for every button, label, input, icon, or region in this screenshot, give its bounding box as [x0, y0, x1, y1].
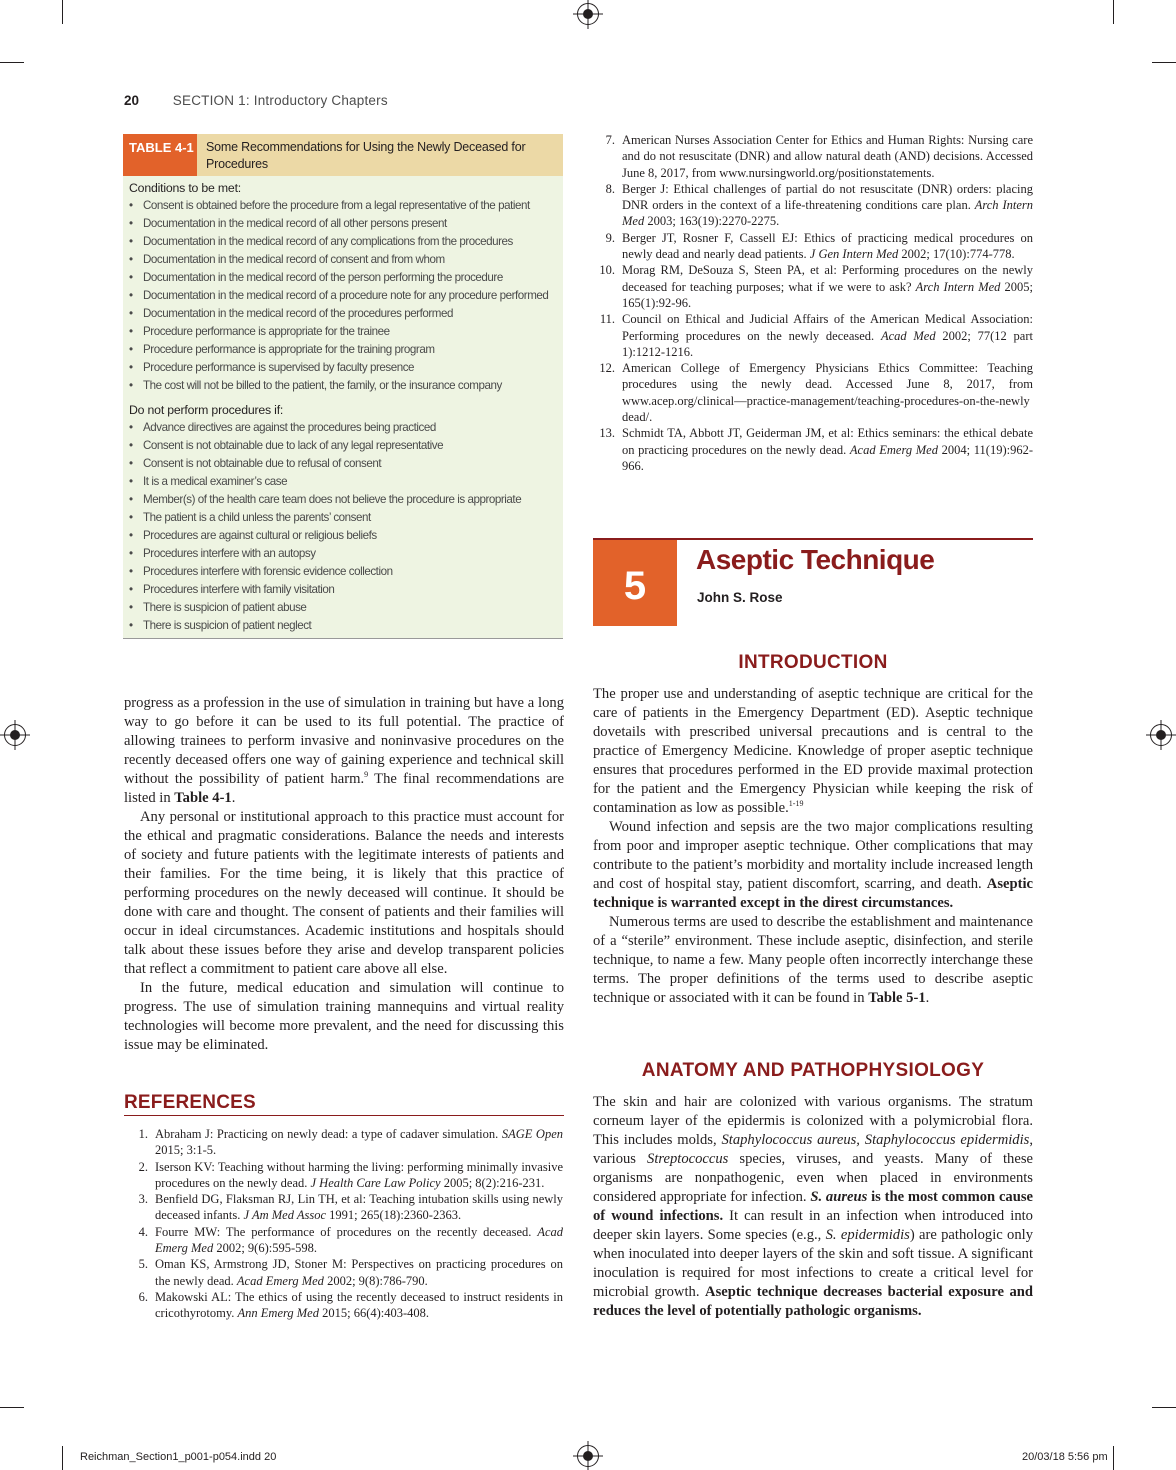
citation: 9 — [364, 770, 369, 780]
list-item: • Consent is obtained before the procedure from a legal representative of the patient — [129, 197, 563, 215]
reference-item — [130, 1224, 563, 1257]
list-item: • Documentation in the medical record of consent and from whom — [129, 251, 563, 269]
reference-item — [597, 230, 1033, 263]
paragraph: Any personal or institutional approach to this practice must account for the ethical and pragmatic considerations. Balance the needs and interests of society and future patients with the legitimate interests of patients and their families. For the time being, it is likely that this practice of performing procedures on the newly deceased will continue. It should be done with care and thought. The consent of patients and their families will occur in ideal circumstances. Academic institutions and hospitals should talk about these issues before they arise and develop transparent policies that reflect a commitment to patient care above all else. — [124, 809, 564, 977]
reference-text: Berger J: Ethical challenges of partial do not resuscitate (DNR) orders: placing DNR orders in the context of a life-threatening conditions care plan. — [622, 181, 1033, 213]
reference-item — [597, 425, 1033, 474]
crop-mark — [0, 62, 24, 63]
reference-item — [597, 262, 1033, 311]
text: The final recommendations are listed in — [124, 771, 564, 806]
reference-text: Makowski AL: The ethics of using the recently deceased to instruct residents in cricothyrotomy. — [155, 1289, 563, 1321]
list-item: • The cost will not be billed to the patient, the family, or the insurance company — [129, 377, 563, 395]
list-item: • Documentation in the medical record of any complications from the procedures — [129, 233, 563, 251]
slug-date: 20/03/18 5:56 pm — [1022, 1451, 1108, 1463]
text: Numerous terms are used to describe the establishment and maintenance of a “sterile” environment. These include aseptic, disinfection, and sterile technique, to name a few. Many people often incorrectly interchange these terms. The proper definitions of the terms used to describe aseptic technique or associated with it can be found in — [593, 914, 1033, 1006]
list-item: • There is suspicion of patient neglect — [129, 617, 563, 635]
paragraph — [593, 1093, 1033, 1321]
journal-name: J Health Care Law Policy — [310, 1175, 441, 1190]
text: species, viruses, and yeasts. Many of these organisms are nonpathogenic, even when placed in environments considered appropriate for infection. — [593, 1151, 1033, 1205]
reference-text: American College of Emergency Physicians Ethics Committee: Teaching procedures using the newly dead. Accessed June 8, 2017, from www.acep.org/clinical—practice-management/teaching-procedures-on-the-newly dead/. — [622, 361, 1033, 425]
crop-mark — [62, 0, 63, 24]
table-header — [123, 134, 563, 176]
reference-text: Iserson KV: Teaching without harming the living: performing minimally invasive procedures on the newly dead. — [155, 1159, 563, 1190]
reference-number: 4. — [138, 1224, 148, 1239]
list-item: • Documentation in the medical record of the person performing the procedure — [129, 269, 563, 287]
slug-file: Reichman_Section1_p001-p054.indd 20 — [80, 1451, 277, 1463]
emphasis: Aseptic technique decreases bacterial exposure and reduces the level of potentially pathologic organisms. — [593, 1284, 1034, 1319]
registration-mark-icon — [1150, 724, 1172, 746]
paragraph — [593, 913, 1033, 1008]
text: . — [925, 990, 930, 1006]
reference-item — [130, 1289, 563, 1322]
reference-text: Oman KS, Armstrong JD, Stoner M: Perspectives on practicing procedures on the newly dead. — [155, 1257, 563, 1288]
donot-list — [123, 419, 563, 635]
reference-text: Council on Ethical and Judicial Affairs of the American Medical Association: Performing procedures on the newly deceased. — [622, 312, 1033, 343]
list-item: • Procedure performance is appropriate for the trainee — [129, 323, 563, 341]
list-item: • Procedures are against cultural or religious beliefs — [129, 527, 563, 545]
references-list-right — [597, 132, 1033, 474]
introduction-text — [593, 685, 1033, 1008]
reference-citation: 2003; 163(19):2270-2275. — [644, 214, 780, 229]
reference-number: 5. — [138, 1257, 148, 1272]
reference-text: Berger JT, Rosner F, Cassell EJ: Ethics of practicing medical procedures on newly dead and nearly dead patients. — [622, 230, 1033, 262]
reference-text: Morag RM, DeSouza S, Steen PA, et al: Performing procedures on the newly deceased for teaching purposes; what if we were to ask? — [622, 263, 1033, 294]
emphasis: is the most common cause of wound infections. — [593, 1189, 1034, 1224]
running-head — [124, 93, 388, 108]
list-item: • Procedures interfere with an autopsy — [129, 545, 563, 563]
reference-item — [597, 311, 1033, 360]
chapter-number: 5 — [593, 540, 677, 626]
reference-item — [130, 1191, 563, 1224]
text: The skin and hair are colonized with various organisms. The stratum corneum layer of the epidermis is colonized with a polymicrobial flora. This includes molds, — [593, 1094, 1033, 1148]
registration-mark-icon — [577, 1445, 599, 1467]
text: The proper use and understanding of aseptic technique are critical for the care of patients in the Emergency Department (ED). Aseptic technique dovetails with prescribed universal precautions and is central to the practice of Emergency Medicine. Knowledge of proper aseptic technique ensures that procedures performed in the ED provide maximal protection for the patient and the Emergency Physician while keeping the risk of contamination as low as possible. — [593, 686, 1033, 816]
reference-number: 6. — [138, 1289, 148, 1304]
donot-heading: Do not perform procedures if: — [129, 403, 284, 417]
text: Wound infection and sepsis are the two major complications resulting from poor and improper aseptic technique. Other complications that may contribute to the patient’s morbidity and mortality include increased length and cost of hospital stay, patient discomfort, scarring, and death. — [593, 819, 1033, 892]
table-reference: Table 5-1 — [868, 990, 926, 1006]
list-item: • Procedure performance is appropriate for the training program — [129, 341, 563, 359]
chapter-title: Aseptic Technique — [696, 544, 935, 575]
crop-mark — [62, 1446, 63, 1470]
reference-citation: 2002; 77(12 part 1):1212-1216. — [622, 328, 1033, 359]
reference-citation: 1991; 265(18):2360-2363. — [326, 1208, 462, 1223]
text: , various — [593, 1132, 1033, 1167]
paragraph — [593, 818, 1033, 913]
reference-item — [130, 1256, 563, 1289]
journal-name: Acad Emerg Med — [849, 442, 938, 457]
list-item: • It is a medical examiner’s case — [129, 473, 563, 491]
species-name: S. epidermidis — [825, 1227, 910, 1243]
registration-mark-icon — [577, 3, 599, 25]
section-title: SECTION 1: Introductory Chapters — [172, 93, 388, 108]
table-title: Some Recommendations for Using the Newly Deceased for Procedures — [206, 140, 526, 171]
reference-number: 2. — [138, 1159, 148, 1174]
journal-name: Acad Med — [880, 328, 936, 343]
crop-mark — [1113, 0, 1114, 24]
reference-number: 9. — [605, 230, 615, 245]
journal-name: Arch Intern Med — [622, 198, 1033, 229]
reference-text: Abraham J: Practicing on newly dead: a type of cadaver simulation. — [155, 1127, 502, 1141]
reference-text: Benfield DG, Flaksman RJ, Lin TH, et al: Teaching intubation skills using newly deceased infants. — [155, 1192, 563, 1223]
species-name: Streptococcus — [647, 1151, 729, 1167]
reference-number: 10. — [599, 263, 615, 278]
paragraph — [124, 694, 564, 808]
reference-citation: 2005; 165(1):92-96. — [622, 279, 1033, 310]
emphasis: Aseptic technique is warranted except in the direst circumstances. — [593, 876, 1033, 911]
reference-citation: 2015; 3:1-5. — [155, 1143, 217, 1158]
references-heading: REFERENCES — [124, 1092, 564, 1116]
reference-text: Fourre MW: The performance of procedures on the recently deceased. — [155, 1224, 538, 1239]
crop-mark — [0, 1407, 24, 1408]
table-reference: Table 4-1 — [174, 790, 232, 806]
species-name: S. aureus — [810, 1189, 868, 1205]
reference-text: American Nurses Association Center for Ethics and Human Rights: Nursing care and do not resuscitate (DNR) and allow natural death (AND) decisions. Accessed June 8, 2017, from www.nursingworld.org/positionstatements. — [622, 133, 1033, 180]
reference-item — [130, 1159, 563, 1192]
reference-citation: 2015; 66(4):403-408. — [318, 1306, 430, 1321]
list-item: • Documentation in the medical record of all other persons present — [129, 215, 563, 233]
conditions-list — [123, 197, 563, 395]
paragraph — [593, 685, 1033, 818]
reference-citation: 2004; 11(19):962-966. — [622, 442, 1033, 473]
species-name: Staphylococcus aureus, Staphylococcus epidermidis — [721, 1132, 1030, 1148]
left-body-text — [124, 694, 564, 1055]
anatomy-text — [593, 1093, 1033, 1321]
crop-mark — [1152, 62, 1176, 63]
journal-name: J Am Med Assoc — [243, 1208, 327, 1223]
registration-mark-icon — [4, 724, 26, 746]
list-item: • Member(s) of the health care team does not believe the procedure is appropriate — [129, 491, 563, 509]
reference-citation: 2002; 9(6):595-598. — [213, 1241, 318, 1256]
list-item: • The patient is a child unless the parents’ consent — [129, 509, 563, 527]
reference-number: 1. — [138, 1127, 148, 1141]
reference-item — [597, 132, 1033, 181]
reference-number: 8. — [605, 181, 615, 196]
list-item: • Consent is not obtainable due to refusal of consent — [129, 455, 563, 473]
reference-number: 7. — [605, 133, 615, 147]
journal-name: Acad Emerg Med — [155, 1224, 563, 1256]
list-item: • Procedure performance is supervised by faculty presence — [129, 359, 563, 377]
reference-number: 11. — [599, 312, 615, 327]
text: . — [231, 790, 236, 806]
text: It can result in an infection when introduced into deeper skin layers. Some species (e.g., — [593, 1208, 1033, 1243]
table-4-1 — [123, 134, 563, 639]
introduction-heading: INTRODUCTION — [738, 652, 888, 673]
citation: 1-19 — [788, 799, 804, 809]
reference-number: 3. — [138, 1192, 148, 1207]
text: progress as a profession in the use of simulation in training but have a long way to go before it can be used to its full potential. The practice of allowing trainees to perform invasive and noninvasive procedures on the recently deceased offers one way of gaining experience and technical skill without the possibility of patient harm. — [124, 695, 564, 787]
crop-mark — [1113, 1446, 1114, 1470]
journal-name: Arch Intern Med — [915, 279, 1001, 294]
journal-name: J Gen Intern Med — [809, 247, 899, 262]
paragraph: In the future, medical education and simulation will continue to progress. The use of simulation training mannequins and virtual reality technologies will become more prevalent, and the need for discussing this issue may be eliminated. — [124, 980, 564, 1053]
anatomy-heading: ANATOMY AND PATHOPHYSIOLOGY — [641, 1060, 985, 1081]
reference-citation: 2002; 9(8):786-790. — [323, 1273, 428, 1288]
reference-citation: 2002; 17(10):774-778. — [898, 247, 1015, 262]
reference-number: 13. — [599, 426, 615, 441]
list-item: • There is suspicion of patient abuse — [129, 599, 563, 617]
chapter-author: John S. Rose — [697, 590, 783, 605]
journal-name: SAGE Open — [501, 1127, 563, 1141]
crop-mark — [1152, 1407, 1176, 1408]
list-item: • Advance directives are against the procedures being practiced — [129, 419, 563, 437]
table-badge: TABLE 4-1 — [123, 134, 197, 176]
list-item: • Consent is not obtainable due to lack of any legal representative — [129, 437, 563, 455]
list-item: • Procedures interfere with forensic evidence collection — [129, 563, 563, 581]
references-list-left — [130, 1126, 563, 1322]
reference-text: Schmidt TA, Abbott JT, Geiderman JM, et al: Ethics seminars: the ethical debate on practicing procedures on the newly dead. — [622, 426, 1033, 457]
journal-name: Ann Emerg Med — [237, 1306, 319, 1321]
reference-item — [597, 181, 1033, 230]
page-number: 20 — [124, 93, 140, 108]
reference-item — [597, 360, 1033, 425]
reference-item — [130, 1126, 563, 1159]
list-item: • Documentation in the medical record of a procedure note for any procedure performed — [129, 287, 563, 305]
reference-citation: 2005; 8(2):216-231. — [440, 1175, 545, 1190]
conditions-heading: Conditions to be met: — [129, 181, 242, 195]
list-item: • Documentation in the medical record of the procedures performed — [129, 305, 563, 323]
journal-name: Acad Emerg Med — [236, 1273, 324, 1288]
reference-number: 12. — [599, 361, 615, 376]
list-item: • Procedures interfere with family visitation — [129, 581, 563, 599]
text: ) are pathologic only when inoculated into deeper layers of the skin and soft tissue. A significant inoculation is required for most infections to create a critical level for microbial growth. — [593, 1227, 1034, 1300]
